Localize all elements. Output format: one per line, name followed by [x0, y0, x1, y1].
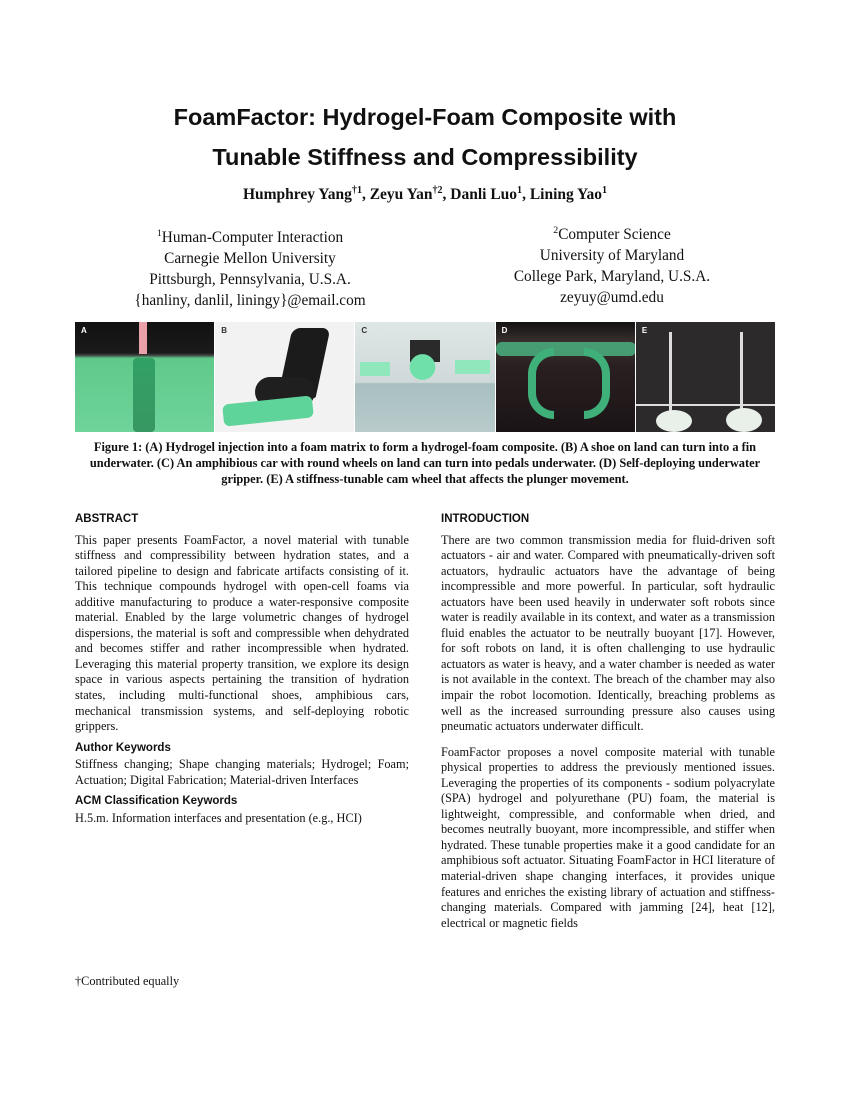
aff-email: {hanliny, danlil, liningy}@email.com — [134, 292, 366, 309]
abstract-text: This paper presents FoamFactor, a novel material with tunable stiffness and compressibility between hydration states, and a tailored pipeline to design and fabricate artifacts consisting of it. This technique compounds hydrogel with open-cell foams via additive manufacturing to produce a water-responsive composite material. Enabled by the large volumetric changes of hydrogel dispersions, the material is soft and compressible when dehydrated and becomes stiffer and rather incompressible when hydrated. Leveraging this material property transition, we explore its design space in various aspects pertaining the transition of hydration states, including multi-functional shoes, amphibious cars, mechanical transmission systems, and self-deploying robotic grippers. — [75, 532, 409, 734]
aff-line: Human-Computer Interaction — [161, 229, 344, 246]
panel-label: C — [361, 326, 368, 335]
author-mark: 1 — [602, 184, 608, 196]
photo-amphibious-car — [355, 322, 494, 432]
aff-mark: 1 — [156, 227, 162, 239]
paper-title-line-2: Tunable Stiffness and Compressibility — [212, 144, 638, 170]
author-name: Humphrey Yang — [242, 186, 352, 203]
panel-label: A — [81, 326, 87, 335]
footnote: †Contributed equally — [75, 974, 180, 988]
author-keywords-heading: Author Keywords — [75, 741, 171, 754]
figure-1 — [75, 322, 775, 432]
affiliation-cmu — [90, 227, 410, 311]
panel-label: D — [501, 326, 508, 335]
author-mark: †2 — [432, 184, 443, 196]
author-mark: †1 — [351, 184, 362, 196]
abstract-heading: ABSTRACT — [75, 513, 139, 525]
author-name: Lining Yao — [529, 186, 603, 203]
acm-keywords-text: H.5.m. Information interfaces and presentation (e.g., HCI) — [75, 810, 362, 825]
aff-line: University of Maryland — [539, 247, 685, 264]
author-mark: 1 — [517, 184, 523, 196]
figure-caption: Figure 1: (A) Hydrogel injection into a foam matrix to form a hydrogel-foam composite. (B) A shoe on land can turn into a fin underwater. (C) An amphibious car with round wheels on land can turn into pedals underwater. (D) Self-deploying underwater gripper. (E) A stiffness-tunable cam wheel that affects the plunger movement. — [89, 440, 761, 486]
panel-label: E — [641, 326, 648, 335]
paper-title-line-1: FoamFactor: Hydrogel-Foam Composite with — [173, 104, 677, 130]
author-name: Zeyu Yan — [369, 186, 433, 203]
author-keywords-text: Stiffness changing; Shape changing materials; Hydrogel; Foam; Actuation; Digital Fabrication; Material-driven Interfaces — [75, 757, 409, 787]
aff-line: College Park, Maryland, U.S.A. — [513, 268, 711, 285]
photo-shoe-fin — [215, 322, 354, 432]
photo-cam-wheel — [636, 322, 775, 432]
right-column — [441, 512, 775, 937]
photo-hydrogel-injection — [75, 322, 214, 432]
photo-underwater-gripper — [496, 322, 635, 432]
acm-keywords-heading: ACM Classification Keywords — [75, 795, 238, 808]
aff-email: zeyuy@umd.edu — [560, 289, 664, 306]
aff-mark: 2 — [553, 224, 559, 236]
author-name: Danli Luo — [450, 186, 518, 203]
affiliation-umd — [452, 224, 772, 308]
aff-line: Computer Science — [558, 226, 671, 243]
author-list: Humphrey Yang$^{\dagger 1}$, Zeyu Yan$^{\dagger 2}$, Danli Luo$^1$, Lining Yao$^1$ — [242, 184, 608, 203]
aff-line: Carnegie Mellon University — [164, 250, 336, 267]
left-column — [75, 512, 409, 832]
panel-label: B — [221, 326, 227, 335]
intro-paragraph: There are two common transmission media for fluid-driven soft actuators - air and water. Compared with pneumatically-driven soft actuators, hydraulic actuators have the advantage of being incompressible and more powerful. In particular, soft hydraulic actuators have been used heavily in underwater soft robots since water is readily available in its context, and water as a transmission fluid enables the actuator to be neutrally buoyant [17]. However, for soft robots on land, it is often challenging to use hydraulic actuators as water is heavy, and a water chamber is needed as water is not available in the context. The breach of the chamber may also impair the robot locomotion. Identically, breaching problems as well as the increased surrounding pressure also causes using pneumatic actuators underwater difficult. — [441, 532, 775, 734]
introduction-heading: INTRODUCTION — [441, 513, 530, 525]
aff-line: Pittsburgh, Pennsylvania, U.S.A. — [149, 271, 351, 288]
intro-paragraph: FoamFactor proposes a novel composite material with tunable physical properties to address the previously mentioned issues. Leveraging the properties of its components - sodium polyacrylate (SPA) hydrogel and polyurethane (PU) foam, the material is lightweight, compressible, and conformable when dried, and becomes neutrally buoyant, more incompressible, and stiffer when hydrated. These tunable properties make it a good candidate for an amphibious soft actuator. Situating FoamFactor in HCI literature of material-driven shape changing interfaces, it provides unique features and enriches the existing library of actuation and stiffness-changing materials. Compared with jamming [24], heat [12], electrical or magnetic fields — [441, 744, 775, 930]
